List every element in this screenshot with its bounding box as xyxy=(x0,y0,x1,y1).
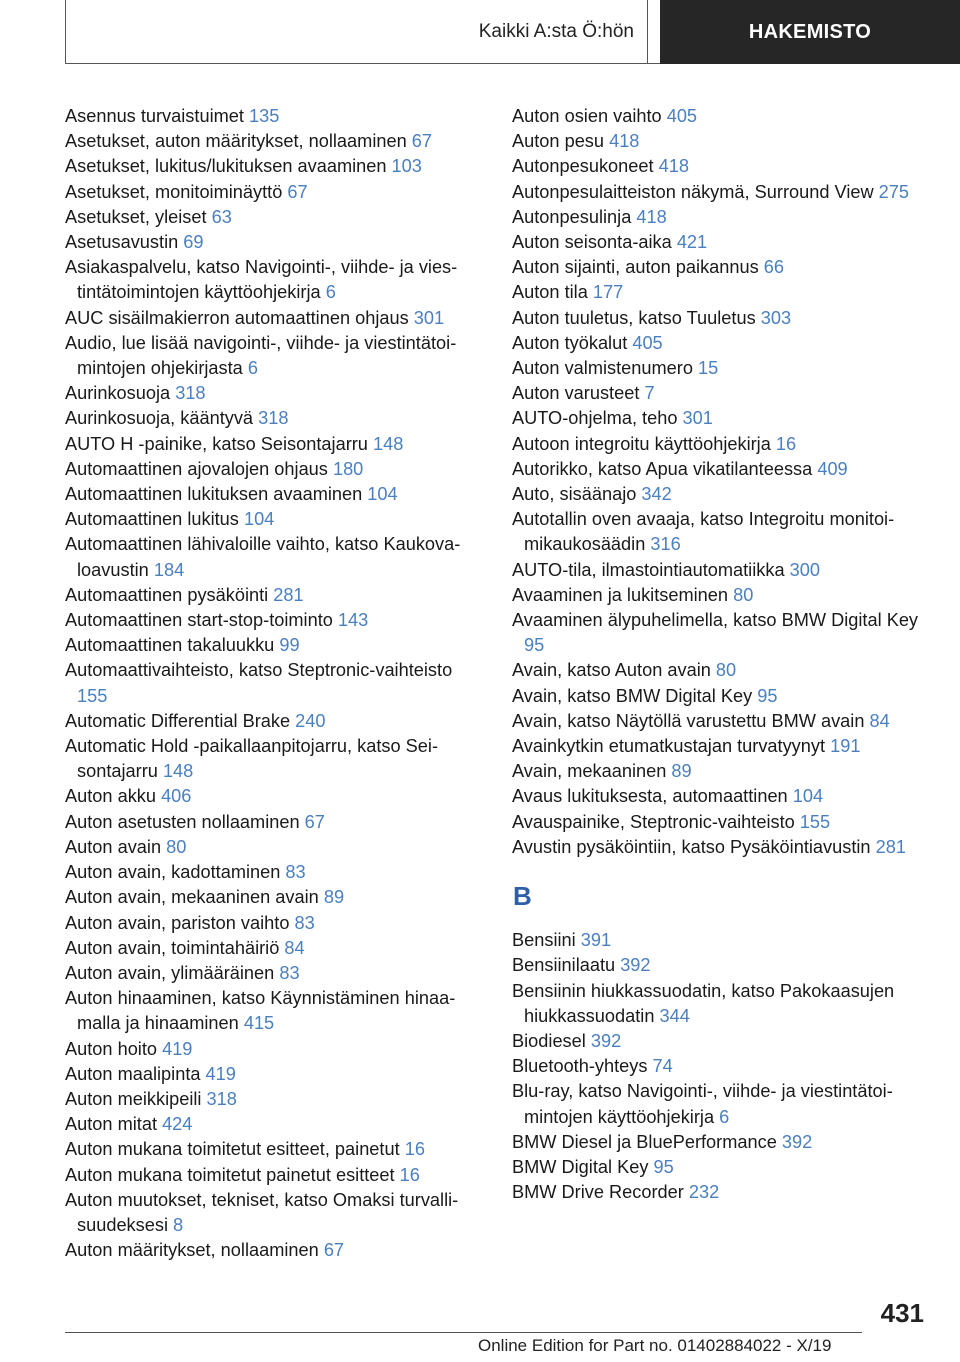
index-entry-text: Asennus turvaistuimet xyxy=(65,106,249,126)
index-entry-text: Bensiini xyxy=(512,930,581,951)
page-number: 431 xyxy=(880,1298,924,1328)
page-reference-link[interactable]: 16 xyxy=(775,433,797,454)
index-entry-text: Bluetooth-yhteys xyxy=(512,1056,653,1077)
page-reference-link[interactable]: 418 xyxy=(658,156,689,177)
page-reference-link[interactable]: 67 xyxy=(304,811,325,832)
index-entry xyxy=(65,633,485,658)
page-reference-link[interactable]: 415 xyxy=(243,1013,275,1034)
page-reference-link[interactable]: 15 xyxy=(698,358,719,379)
page-reference-link[interactable]: 405 xyxy=(632,332,663,353)
index-entry xyxy=(65,129,485,154)
page-reference-link[interactable]: 67 xyxy=(287,181,308,202)
index-entry xyxy=(512,734,932,759)
index-entry-text: Audio, lue lisää navigointi-, viihde- ja viestintätoimintojen ohjekirjasta xyxy=(65,332,457,379)
index-entry xyxy=(65,1188,485,1238)
index-entry-text: Automaattinen start-stop-toiminto xyxy=(65,610,338,631)
index-entry xyxy=(512,835,932,860)
page-reference-link[interactable]: 392 xyxy=(620,955,651,976)
index-entry-text: Automaattinen lähivaloille vaihto, katso Kaukovaloavustin xyxy=(65,534,461,580)
index-entry xyxy=(512,255,932,280)
index-entry xyxy=(65,457,485,482)
index-entry xyxy=(65,482,485,507)
index-entry xyxy=(65,205,485,230)
index-entry-text: Avaaminen älypuhelimella, katso BMW Digital Key xyxy=(512,610,919,631)
index-entry xyxy=(512,558,932,583)
index-entry xyxy=(512,104,932,129)
index-entry-text: Avain, katso BMW Digital Key xyxy=(512,685,758,706)
index-entry xyxy=(65,885,485,910)
page-reference-link[interactable]: 69 xyxy=(183,232,204,253)
page-reference-link[interactable]: 63 xyxy=(211,206,232,227)
page-reference-link[interactable]: 301 xyxy=(682,408,713,429)
page-reference-link[interactable]: 80 xyxy=(715,660,737,681)
index-entry-text: Auton mukana toimitetut painetut esitteet xyxy=(65,1164,400,1185)
index-entry-text: Avaaminen ja lukitseminen xyxy=(512,584,734,605)
index-entry xyxy=(512,507,932,557)
index-entry xyxy=(65,406,485,431)
index-entry-text: Auton tuuletus, katso Tuuletus xyxy=(512,307,761,328)
index-entry xyxy=(512,1054,932,1079)
index-entry xyxy=(65,784,485,809)
index-entry-text: Avustin pysäköintiin, katso Pysäköintiavustin xyxy=(512,836,876,857)
page-reference-link[interactable]: 16 xyxy=(404,1139,425,1160)
index-entry xyxy=(512,1029,932,1054)
index-entry xyxy=(65,507,485,532)
index-entry-text: Avain, mekaaninen xyxy=(512,761,672,782)
index-entry xyxy=(65,180,485,205)
page-reference-link[interactable]: 316 xyxy=(650,534,681,555)
index-entry xyxy=(512,457,932,482)
page-reference-link[interactable]: 418 xyxy=(609,131,640,152)
index-entry xyxy=(512,1155,932,1180)
index-entry-text: Automaattinen pysäköinti xyxy=(65,584,274,605)
index-entry-text: Automatic Differential Brake xyxy=(65,710,296,731)
index-entry-text: Auton valmistenumero xyxy=(512,358,699,379)
index-entry-text: Asetukset, monitoiminäyttö xyxy=(65,181,288,202)
index-entry xyxy=(512,1079,932,1129)
page-reference-link[interactable]: 148 xyxy=(372,433,404,454)
index-entry-text: Auton mitat xyxy=(65,1114,163,1135)
index-entry-text: Auton osien vaihto xyxy=(512,106,667,126)
index-entry xyxy=(65,734,485,784)
page-reference-link[interactable]: 240 xyxy=(295,710,326,731)
index-entry-text: Avain, katso Näytöllä varustettu BMW avain xyxy=(512,710,870,731)
index-entry-text: Avauspainike, Steptronic-vaihteisto xyxy=(512,811,800,832)
index-entry xyxy=(65,860,485,885)
index-entry-text: Asetukset, auton määritykset, nollaaminen xyxy=(65,131,412,152)
index-entry xyxy=(512,1130,932,1155)
index-entry-text: Blu-ray, katso Navigointi-, viihde- ja viestintätoimintojen käyttöohjekirja xyxy=(512,1081,893,1127)
index-entry-text: Avaus lukituksesta, automaattinen xyxy=(512,786,793,807)
index-entry-text: Auto, sisäänajo xyxy=(512,484,642,505)
index-entry-text: Auton mukana toimitetut esitteet, painetut xyxy=(65,1139,405,1160)
page-reference-link[interactable]: 191 xyxy=(830,736,861,757)
index-entry-text: Autonpesulinja xyxy=(512,206,637,227)
index-entry-text: Autorikko, katso Apua vikatilanteessa xyxy=(512,458,818,479)
index-entry xyxy=(512,658,932,683)
section-letter: B xyxy=(513,881,532,912)
index-entry xyxy=(65,658,485,708)
page-reference-link[interactable]: 148 xyxy=(162,761,194,782)
index-entry-text: AUTO-ohjelma, teho xyxy=(512,408,683,429)
page-reference-link[interactable]: 83 xyxy=(285,862,306,883)
index-entry-text: Auton asetusten nollaaminen xyxy=(65,811,305,832)
page-reference-link[interactable]: 300 xyxy=(789,559,820,580)
index-entry xyxy=(65,1163,485,1188)
page-reference-link[interactable]: 104 xyxy=(792,786,824,807)
page-reference-link[interactable]: 418 xyxy=(636,206,667,227)
page-reference-link[interactable]: 66 xyxy=(763,257,784,278)
index-entry-text: Aurinkosuoja, kääntyvä xyxy=(65,408,259,429)
index-entry-text: Auton maalipinta xyxy=(65,1063,206,1084)
page-reference-link[interactable]: 281 xyxy=(273,584,304,605)
index-entry-text: Asiakaspalvelu, katso Navigointi-, viihde- ja viestintätoimintojen käyttöohjekirja xyxy=(65,257,458,303)
page-reference-link[interactable]: 301 xyxy=(413,307,445,328)
index-entry xyxy=(512,784,932,809)
index-column-right xyxy=(512,104,932,1205)
index-entry-text: Auton avain xyxy=(65,836,167,857)
footer-edition-text: Online Edition for Part no. 01402884022 - X/19 xyxy=(478,1336,832,1355)
page-reference-link[interactable]: 184 xyxy=(153,559,185,580)
page-reference-link[interactable]: 180 xyxy=(332,458,364,479)
page-reference-link[interactable]: 99 xyxy=(279,635,300,656)
index-entry xyxy=(512,280,932,305)
page-reference-link[interactable]: 424 xyxy=(162,1114,193,1135)
index-entry xyxy=(512,583,932,608)
index-entry-text: BMW Diesel ja BluePerformance xyxy=(512,1131,782,1152)
index-entry xyxy=(65,936,485,961)
index-entry-text: Aurinkosuoja xyxy=(65,383,176,404)
index-entry-text: Auton seisonta-aika xyxy=(512,232,677,253)
index-entry-text: Auton varusteet xyxy=(512,383,645,404)
index-list-a xyxy=(512,104,932,860)
page-reference-link[interactable]: 303 xyxy=(760,307,792,328)
index-entry-text: Auton avain, pariston vaihto xyxy=(65,912,295,933)
index-entry xyxy=(512,129,932,154)
index-entry-text: Bensiinilaatu xyxy=(512,955,621,976)
page-reference-link[interactable]: 95 xyxy=(653,1156,674,1177)
index-entry-text: AUTO H -painike, katso Seisontajarru xyxy=(65,433,373,454)
page-reference-link[interactable]: 6 xyxy=(247,358,258,379)
index-entry xyxy=(65,1238,485,1263)
index-entry-text: Automaattinen lukitus xyxy=(65,509,244,530)
index-entry xyxy=(65,104,485,129)
index-entry-text: Auton hoito xyxy=(65,1038,163,1059)
page-reference-link[interactable]: 143 xyxy=(337,610,369,631)
index-entry xyxy=(65,331,485,381)
index-column-left xyxy=(65,104,485,1263)
index-entry xyxy=(512,759,932,784)
index-entry-text: Avainkytkin etumatkustajan turvatyynyt xyxy=(512,736,831,757)
page-reference-link[interactable]: 83 xyxy=(279,962,300,983)
index-entry-text: Auton muutokset, tekniset, katso Omaksi turvallisuudeksesi xyxy=(65,1189,459,1235)
index-entry-text: Auton määritykset, nollaaminen xyxy=(65,1240,324,1261)
page-reference-link[interactable]: 344 xyxy=(659,1005,690,1026)
index-entry xyxy=(512,381,932,406)
page-reference-link[interactable]: 155 xyxy=(77,685,108,706)
index-entry-text: Autonpesulaitteiston näkymä, Surround View xyxy=(512,181,879,202)
index-entry-text: Asetukset, lukitus/lukituksen avaaminen xyxy=(65,156,392,177)
page-reference-link[interactable]: 6 xyxy=(325,282,336,303)
index-entry xyxy=(65,255,485,305)
index-entry-text: Auton pesu xyxy=(512,131,610,152)
page-reference-link[interactable]: 275 xyxy=(878,181,910,202)
index-entry xyxy=(512,928,932,953)
index-entry xyxy=(512,608,932,658)
index-entry xyxy=(512,482,932,507)
index-entry xyxy=(65,1112,485,1137)
index-entry xyxy=(512,1180,932,1205)
page-reference-link[interactable]: 8 xyxy=(173,1214,184,1235)
page-reference-link[interactable]: 16 xyxy=(399,1164,420,1185)
index-entry xyxy=(65,1037,485,1062)
page-reference-link[interactable]: 318 xyxy=(258,408,289,429)
index-entry-text: Asetusavustin xyxy=(65,232,184,253)
index-entry-text: Auton avain, toimintahäiriö xyxy=(65,937,285,958)
index-entry xyxy=(512,306,932,331)
footer-divider xyxy=(65,1332,862,1333)
index-entry-text: Avain, katso Auton avain xyxy=(512,660,716,681)
index-entry xyxy=(65,835,485,860)
index-entry xyxy=(512,709,932,734)
index-entry xyxy=(65,381,485,406)
index-entry-text: AUC sisäilmakierron automaattinen ohjaus xyxy=(65,307,414,328)
page-reference-link[interactable]: 80 xyxy=(733,584,754,605)
index-entry-text: Auton avain, ylimääräinen xyxy=(65,962,280,983)
page-reference-link[interactable]: 232 xyxy=(688,1182,720,1203)
page-reference-link[interactable]: 80 xyxy=(166,836,187,857)
index-entry-text: Bensiinin hiukkassuodatin, katso Pakokaasujen hiukkassuodatin xyxy=(512,980,895,1026)
page-reference-link[interactable]: 74 xyxy=(652,1056,673,1077)
index-entry-text: Automaattivaihteisto, katso Steptronic-vaihteisto xyxy=(65,660,453,681)
tab-hakemisto[interactable]: HAKEMISTO xyxy=(660,0,960,64)
index-entry xyxy=(65,532,485,582)
page-reference-link[interactable]: 419 xyxy=(162,1038,193,1059)
index-entry xyxy=(65,154,485,179)
page-reference-link[interactable]: 67 xyxy=(323,1240,345,1261)
page-reference-link[interactable]: 83 xyxy=(294,912,315,933)
index-entry-text: Auton akku xyxy=(65,786,162,807)
page-reference-link[interactable]: 409 xyxy=(817,458,848,479)
footer-edition xyxy=(478,1336,831,1356)
page-reference-link[interactable]: 103 xyxy=(391,156,422,177)
page-reference-link[interactable]: 421 xyxy=(676,232,708,253)
page-reference-link[interactable]: 104 xyxy=(243,509,275,530)
index-entry xyxy=(65,1087,485,1112)
index-entry-text: Automaattinen lukituksen avaaminen xyxy=(65,484,368,505)
page-reference-link[interactable]: 177 xyxy=(592,282,624,303)
index-entry-text: AUTO-tila, ilmastointiautomatiikka xyxy=(512,559,790,580)
page-reference-link[interactable]: 155 xyxy=(799,811,831,832)
index-entry-text: Automaattinen takaluukku xyxy=(65,635,280,656)
index-entry-text: Auton meikkipeili xyxy=(65,1088,207,1109)
page-reference-link[interactable]: 6 xyxy=(719,1106,730,1127)
page-reference-link[interactable]: 281 xyxy=(875,836,906,857)
page-reference-link[interactable]: 391 xyxy=(580,930,612,951)
index-entry xyxy=(512,810,932,835)
index-entry xyxy=(65,1062,485,1087)
page-reference-link[interactable]: 67 xyxy=(411,131,432,152)
index-entry-text: Auton hinaaminen, katso Käynnistäminen hinaamalla ja hinaaminen xyxy=(65,988,456,1034)
index-entry-text: Asetukset, yleiset xyxy=(65,206,212,227)
page-reference-link[interactable]: 95 xyxy=(524,635,545,656)
index-entry xyxy=(512,356,932,381)
index-entry-text: BMW Drive Recorder xyxy=(512,1182,689,1203)
page-reference-link[interactable]: 342 xyxy=(641,484,672,505)
index-entry xyxy=(512,406,932,431)
index-entry-text: Autoon integroitu käyttöohjekirja xyxy=(512,433,776,454)
index-entry xyxy=(65,432,485,457)
index-entry-text: Autotallin oven avaaja, katso Integroitu monitoimikaukosäädin xyxy=(512,509,895,555)
index-entry xyxy=(512,205,932,230)
index-entry-text: BMW Digital Key xyxy=(512,1156,654,1177)
page-reference-link[interactable]: 406 xyxy=(161,786,192,807)
index-entry xyxy=(65,583,485,608)
page-reference-link[interactable]: 392 xyxy=(781,1131,813,1152)
page-reference-link[interactable]: 7 xyxy=(644,383,655,404)
index-entry-text: Auton työkalut xyxy=(512,332,633,353)
index-entry xyxy=(512,230,932,255)
index-list-b xyxy=(512,928,932,1205)
index-entry xyxy=(65,230,485,255)
index-entry xyxy=(512,684,932,709)
index-entry xyxy=(512,154,932,179)
index-entry xyxy=(512,979,932,1029)
page-reference-link[interactable]: 405 xyxy=(666,106,698,126)
section-title: Kaikki A:sta Ö:hön xyxy=(66,0,648,63)
page-reference-link[interactable]: 318 xyxy=(175,383,206,404)
index-entry-text: Biodiesel xyxy=(512,1030,591,1051)
index-entry-text: Autonpesukoneet xyxy=(512,156,659,177)
page-reference-link[interactable]: 318 xyxy=(206,1088,237,1109)
page-reference-link[interactable]: 84 xyxy=(284,937,305,958)
index-entry xyxy=(65,306,485,331)
index-entry-text: Automaattinen ajovalojen ohjaus xyxy=(65,458,333,479)
index-entry xyxy=(65,961,485,986)
index-entry xyxy=(512,953,932,978)
page-reference-link[interactable]: 135 xyxy=(248,106,280,126)
page-reference-link[interactable]: 419 xyxy=(205,1063,236,1084)
page-reference-link[interactable]: 392 xyxy=(590,1030,622,1051)
index-entry-text: Auton tila xyxy=(512,282,593,303)
page-reference-link[interactable]: 89 xyxy=(323,887,345,908)
index-entry xyxy=(512,331,932,356)
index-entry xyxy=(65,1137,485,1162)
index-entry xyxy=(65,986,485,1036)
index-entry xyxy=(65,709,485,734)
page-reference-link[interactable]: 104 xyxy=(367,484,398,505)
index-entry-text: Automatic Hold -paikallaanpitojarru, katso Seisontajarru xyxy=(65,736,439,782)
page-reference-link[interactable]: 95 xyxy=(757,685,778,706)
index-entry xyxy=(65,810,485,835)
index-entry xyxy=(65,608,485,633)
index-entry xyxy=(512,432,932,457)
index-entry-text: Auton avain, kadottaminen xyxy=(65,862,286,883)
index-entry xyxy=(65,911,485,936)
page-reference-link[interactable]: 84 xyxy=(869,710,890,731)
page-reference-link[interactable]: 89 xyxy=(671,761,692,782)
index-entry-text: Auton sijainti, auton paikannus xyxy=(512,257,764,278)
index-entry-text: Auton avain, mekaaninen avain xyxy=(65,887,324,908)
index-entry xyxy=(512,180,932,205)
